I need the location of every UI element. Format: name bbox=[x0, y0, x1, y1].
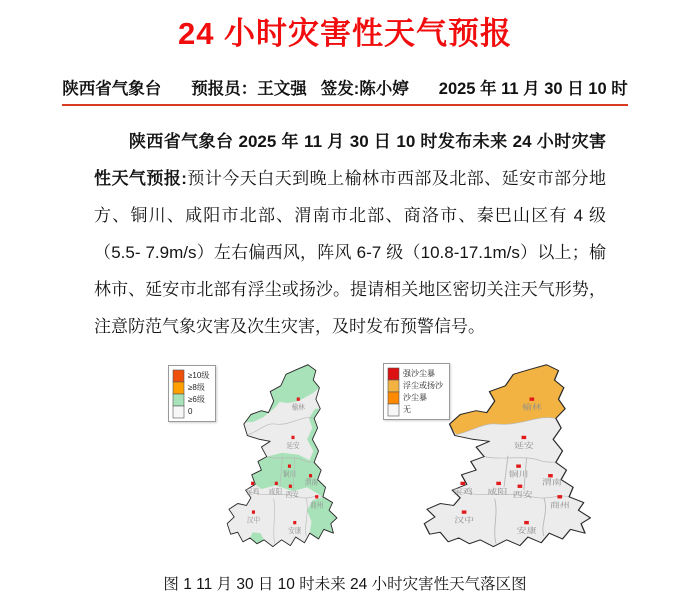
city-marker bbox=[251, 482, 254, 485]
city-marker bbox=[315, 495, 318, 498]
city-marker bbox=[297, 397, 300, 400]
city-marker bbox=[557, 495, 562, 498]
city-label-yanan: 延安 bbox=[513, 441, 534, 450]
legend-swatch-ge10 bbox=[173, 370, 184, 382]
issue-datetime: 2025 年 11 月 30 日 10 时 bbox=[438, 80, 628, 98]
city-marker bbox=[460, 482, 465, 485]
city-marker bbox=[293, 521, 296, 524]
legend-swatch-sandstorm bbox=[388, 392, 399, 404]
legend-label: 无 bbox=[403, 405, 411, 414]
city-marker bbox=[275, 482, 278, 485]
city-label-hanzhong: 汉中 bbox=[246, 517, 261, 525]
issuer-label: 签发: bbox=[320, 80, 360, 98]
city-marker bbox=[252, 510, 255, 513]
city-label-shangzhou: 商州 bbox=[310, 502, 324, 510]
city-label-xianyang: 咸阳 bbox=[268, 488, 283, 497]
forecast-content: 预计今天白天到晚上榆林市西部及北部、延安市部分地方、铜川、咸阳市北部、渭南市北部、商洛市、秦巴山区有 4 级（5.5- 7.9m/s）左右偏西风，阵风 6-7 级（10.8-17.1m/s）以上；榆林市、延安市北部有浮尘或扬沙。提请相关地区密切关注天气形势，注意防范气象灾害及次生灾害，及时发布预警信号。 bbox=[94, 169, 606, 336]
city-marker bbox=[522, 436, 527, 439]
legend-row bbox=[173, 370, 209, 382]
legend-row bbox=[173, 406, 209, 418]
city-label-shangzhou: 商州 bbox=[549, 500, 570, 510]
legend-swatch-strong-sandstorm bbox=[388, 368, 399, 380]
city-label-ankang: 安康 bbox=[516, 526, 537, 535]
forecast-body bbox=[94, 123, 606, 345]
agency-name: 陕西省气象台 bbox=[62, 80, 162, 98]
legend-label: ≥6级 bbox=[188, 395, 205, 404]
meta-line bbox=[62, 75, 627, 106]
dust-map-legend bbox=[383, 363, 450, 420]
city-label-ankang: 安康 bbox=[288, 527, 302, 536]
forecast-lead: 陕西省气象台 2025 年 11 月 30 日 10 时发布未来 24 小时灾害性天气预报: bbox=[94, 132, 606, 188]
forecaster-name: 王文强 bbox=[257, 80, 307, 98]
city-label-xian: 西安 bbox=[285, 491, 299, 499]
city-marker bbox=[496, 482, 501, 485]
city-label-weinan: 渭南 bbox=[541, 477, 562, 487]
city-marker bbox=[289, 485, 292, 488]
legend-label: ≥8级 bbox=[188, 383, 205, 392]
legend-row bbox=[388, 404, 443, 416]
legend-label: ≥10级 bbox=[188, 371, 210, 380]
legend-swatch-dust bbox=[388, 380, 399, 392]
wind-level-map bbox=[221, 359, 344, 560]
city-label-xianyang: 咸阳 bbox=[487, 487, 508, 496]
legend-row bbox=[388, 380, 443, 392]
legend-swatch-zero bbox=[173, 406, 184, 418]
legend-swatch-ge6 bbox=[173, 394, 184, 406]
legend-label: 浮尘或扬沙 bbox=[403, 381, 443, 390]
city-marker bbox=[530, 397, 535, 400]
city-marker bbox=[309, 474, 312, 477]
page-title: 24 小时灾害性天气预报 bbox=[177, 16, 513, 51]
city-label-hanzhong: 汉中 bbox=[454, 516, 475, 525]
city-label-yulin: 榆林 bbox=[521, 403, 542, 412]
legend-row bbox=[388, 368, 443, 380]
city-marker bbox=[518, 485, 523, 488]
legend-swatch-none bbox=[388, 404, 399, 416]
legend-swatch-ge8 bbox=[173, 382, 184, 394]
city-marker bbox=[524, 521, 529, 524]
figure-caption: 图 1 11 月 30 日 10 时未来 24 小时灾害性天气落区图 bbox=[163, 576, 527, 593]
legend-row bbox=[388, 392, 443, 404]
city-marker bbox=[288, 464, 291, 467]
forecaster-label: 预报员： bbox=[191, 80, 258, 98]
legend-label: 0 bbox=[188, 407, 193, 416]
city-marker bbox=[516, 464, 521, 467]
city-marker bbox=[462, 510, 467, 513]
city-label-xian: 西安 bbox=[512, 490, 533, 499]
city-label-baoji: 宝鸡 bbox=[246, 488, 260, 497]
legend-label: 强沙尘暴 bbox=[403, 369, 435, 378]
city-label-tongchuan: 铜川 bbox=[508, 470, 529, 479]
city-label-yulin: 榆林 bbox=[291, 404, 305, 412]
legend-row bbox=[173, 382, 209, 394]
legend-label: 沙尘暴 bbox=[403, 393, 427, 402]
city-label-tongchuan: 铜川 bbox=[282, 471, 297, 479]
issuer-name: 陈小婷 bbox=[359, 80, 409, 98]
city-label-weinan: 渭南 bbox=[304, 479, 319, 487]
city-label-yanan: 延安 bbox=[286, 442, 300, 451]
wind-map-legend bbox=[168, 365, 216, 422]
legend-row bbox=[173, 394, 209, 406]
maps-row bbox=[0, 357, 690, 565]
city-marker bbox=[291, 436, 294, 439]
city-label-baoji: 宝鸡 bbox=[452, 487, 473, 496]
